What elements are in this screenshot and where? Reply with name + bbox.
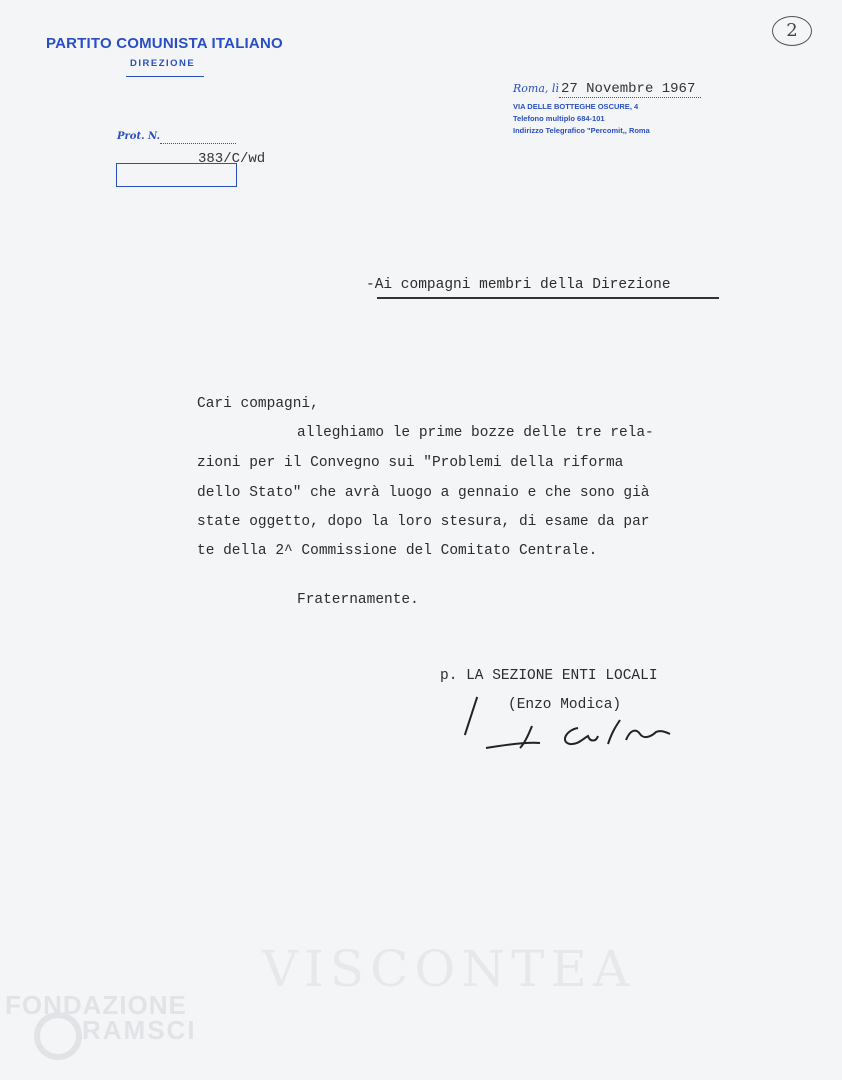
address-telegraph: Indirizzo Telegrafico "Percomit,, Roma (513, 126, 650, 135)
party-name: PARTITO COMUNISTA ITALIANO (46, 35, 283, 52)
recipient-underline (377, 297, 719, 299)
body-line: te della 2^ Commissione del Comitato Centrale. (197, 543, 598, 559)
protocol-dotted-line (160, 143, 236, 144)
recipient-line: -Ai compagni membri della Direzione (366, 277, 671, 293)
protocol-label: Prot. N. (117, 131, 161, 142)
salutation: Cari compagni, (197, 396, 319, 412)
place-label: Roma, lì (513, 82, 559, 95)
signature-name: (Enzo Modica) (508, 697, 622, 713)
office-name: DIREZIONE (130, 58, 196, 69)
body-line: zioni per il Convegno sui "Problemi della riforma (197, 455, 624, 471)
page-number: 2 (772, 16, 812, 46)
archive-watermark-line1: FONDAZIONE (5, 990, 187, 1020)
protocol-box (116, 163, 237, 187)
closing: Fraternamente. (297, 592, 419, 608)
paper-watermark: VISCONTEA (262, 940, 636, 998)
protocol-number: 383/C/wd (198, 151, 266, 167)
address-phone: Telefono multiplo 684-101 (513, 114, 605, 123)
signature-slash-mark (464, 697, 478, 736)
address-street: VIA DELLE BOTTEGHE OSCURE, 4 (513, 102, 639, 111)
place-date (513, 80, 701, 97)
signature-section: p. LA SEZIONE ENTI LOCALI (440, 668, 658, 684)
archive-logo-g (34, 1012, 82, 1060)
body-line: dello Stato" che avrà luogo a gennaio e che sono già (197, 485, 650, 501)
handwritten-signature (480, 712, 680, 757)
body-line: alleghiamo le prime bozze delle tre rela- (297, 425, 654, 441)
office-underline (126, 76, 204, 77)
archive-watermark-line2: RAMSCI (82, 1015, 197, 1045)
letter-date: 27 Novembre 1967 (559, 81, 701, 98)
body-line: state oggetto, dopo la loro stesura, di esame da par (197, 514, 650, 530)
